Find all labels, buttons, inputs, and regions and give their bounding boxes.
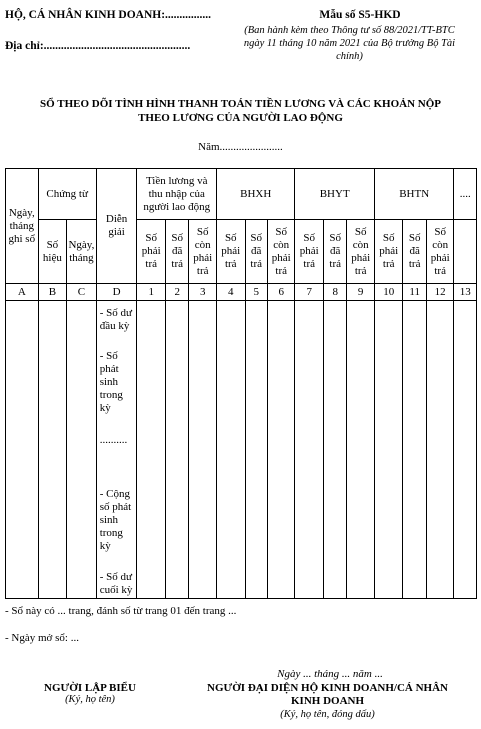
bhyt-remaining-header: Số còn phải trả [347,220,375,284]
body-cell-11 [403,301,426,599]
body-cell-12 [426,301,454,599]
group-bhtn-header: BHTN [374,169,453,220]
col-code-12: 12 [426,284,454,301]
body-cell-voucher-no [38,301,67,599]
body-cell-8 [323,301,346,599]
preparer-title: NGƯỜI LẬP BIỂU [44,682,136,694]
col-code-13: 13 [454,284,477,301]
preparer-note: (Ký, họ tên) [65,694,115,705]
issued-by-line-3: chính) [336,51,363,62]
bhyt-payable-header: Số phải trả [295,220,324,284]
group-salary-header: Tiền lương và thu nhập của người lao động [137,169,217,220]
col-code-5: 5 [245,284,267,301]
bhxh-payable-header: Số phải trả [216,220,245,284]
body-cell-13 [454,301,477,599]
desc-ellipsis: .......... [99,434,128,446]
issued-by-line-2: ngày 11 tháng 10 năm 2021 của Bộ trưởng Bộ Tài [243,38,456,49]
group-bhxh-header: BHXH [216,169,294,220]
column-code-row [6,284,477,301]
col-voucher-date-header: Ngày, tháng [67,220,97,284]
col-date-header: Ngày, tháng ghi sổ [6,169,39,284]
desc-arising: - Số phát sinh trong kỳ [99,350,123,414]
col-code-d: D [96,284,137,301]
salary-remaining-header: Số còn phải trả [189,220,217,284]
col-code-3: 3 [189,284,217,301]
col-voucher-header: Chứng từ [38,169,96,220]
body-cell-voucher-date [67,301,97,599]
title-line-1: SỔ THEO DÕI TÌNH HÌNH THANH TOÁN TIỀN LƯƠNG VÀ CÁC KHOẢN NỘP [40,98,441,110]
body-cell-9 [347,301,375,599]
desc-closing-balance: - Số dư cuối kỳ [99,571,133,596]
signature-date: Ngày ... tháng ... năm ... [277,668,383,680]
group-other-header: .... [454,169,477,220]
col-voucher-no-header: Số hiệu [38,220,67,284]
col-code-a: A [6,284,39,301]
body-cell-10 [374,301,403,599]
body-cell-1 [137,301,166,599]
form-code: Mẫu số S5-HKD [319,9,401,21]
desc-total-arising: - Cộng số phát sinh trong kỳ [99,488,132,552]
bhtn-paid-header: Số đã trả [403,220,426,284]
salary-payable-header: Số phải trả [137,220,166,284]
body-row [6,301,477,599]
col-code-2: 2 [166,284,189,301]
preparer-block [20,682,160,705]
body-cell-5 [245,301,267,599]
rep-title-line-1: NGƯỜI ĐẠI DIỆN HỘ KINH DOANH/CÁ NHÂN [207,682,448,694]
bhxh-remaining-header: Số còn phải trả [267,220,295,284]
year-line: Năm....................... [198,141,283,153]
header-row-1 [6,169,477,220]
body-cell-date [6,301,39,599]
header-row-2 [6,220,477,284]
issued-by [218,24,481,63]
desc-opening-balance: - Số dư đầu kỳ [99,307,132,332]
issued-by-line-1: (Ban hành kèm theo Thông tư số 88/2021/TT-BTC [244,25,455,36]
col-code-9: 9 [347,284,375,301]
bhxh-paid-header: Số đã trả [245,220,267,284]
owner-label: HỘ, CÁ NHÂN KINH DOANH:................ [5,9,212,21]
col-code-11: 11 [403,284,426,301]
bhtn-payable-header: Số phải trả [374,220,403,284]
bhyt-paid-header: Số đã trả [323,220,346,284]
rep-title-line-2: KINH DOANH [290,695,365,707]
body-cell-3 [189,301,217,599]
salary-paid-header: Số đã trả [166,220,189,284]
page-title [0,97,481,125]
col-code-10: 10 [374,284,403,301]
address-label: Địa chỉ:................................................... [5,40,191,52]
body-cell-6 [267,301,295,599]
col-code-6: 6 [267,284,295,301]
body-cell-desc [96,301,137,599]
col-code-4: 4 [216,284,245,301]
other-sub-header [454,220,477,284]
ledger-table [5,168,477,599]
representative-block [190,682,465,721]
col-code-c: C [67,284,97,301]
col-code-1: 1 [137,284,166,301]
col-code-7: 7 [295,284,324,301]
col-code-8: 8 [323,284,346,301]
body-cell-7 [295,301,324,599]
body-cell-2 [166,301,189,599]
note-pages: - Sổ này có ... trang, đánh số từ trang 01 đến trang ... [5,605,237,617]
title-line-2: THEO LƯƠNG CỦA NGƯỜI LAO ĐỘNG [138,112,343,124]
group-bhyt-header: BHYT [295,169,374,220]
bhtn-remaining-header: Số còn phải trả [426,220,454,284]
rep-note: (Ký, họ tên, đóng dấu) [280,709,375,720]
note-open-date: - Ngày mở sổ: ... [5,632,79,644]
col-code-b: B [38,284,67,301]
body-cell-4 [216,301,245,599]
col-desc-header: Diễn giải [96,169,137,284]
